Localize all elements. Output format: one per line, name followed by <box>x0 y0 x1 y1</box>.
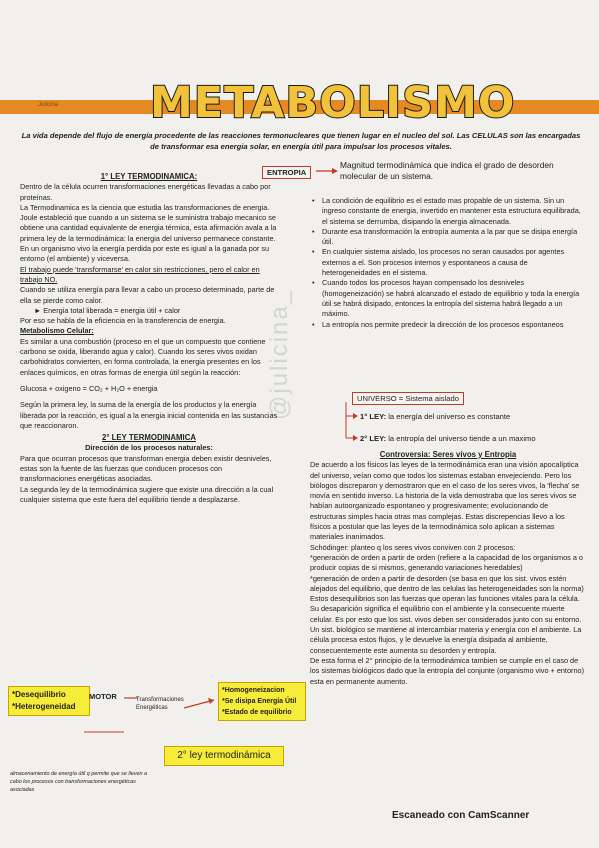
ley2-row <box>360 434 536 443</box>
controversia-section <box>310 450 586 687</box>
page-title: METABOLISMO <box>150 78 516 128</box>
ley2-title: 2° LEY TERMODINAMICA <box>102 433 196 443</box>
final-p1: Estos desequilibrios son las fuerzas que operan las funciones vitales para la célula. Su desaparición significa el equilibrio con el ambiente y la consecuente muerte celular. Es por esto que los sist. vivos deben ser considerados junto con su entorno. Un sist. biológico se mantiene al intercambiar materia y energía con el ambiente. La célula procesa estos flujos, y le devuelve la energía disipada al ambiente, consecuentemente este aumenta su desorden y entropía. <box>310 594 582 655</box>
controversia-title: Controversia: Seres vivos y Entropia <box>379 450 517 459</box>
universo-arrows <box>340 402 360 444</box>
band-tag: Julicina <box>38 102 59 108</box>
ley1-row <box>360 412 510 421</box>
left-p1: Dentro de la célula ocurren transformaciones energéticas llevadas a cabo por proteínas. <box>20 182 271 202</box>
left-p2: La Termodinamica es la ciencia que estudia las transformaciones de energia. <box>20 202 270 212</box>
motor-label: MOTOR <box>89 692 117 701</box>
left-p11: La segunda ley de la termodinámica sugiere que existe una dirección a la cual cualquier sistema que este fuera del equilibrio tiende a desplazarse. <box>20 484 274 504</box>
left-p6: ► Energia total liberada = energia útil + calor <box>34 305 181 315</box>
bullet-4: • Cuando todos los procesos hayan compensado los desniveles (homogeneización) se habrá alcanzado el estado de equilibrio y toda la energía útil se habrá disipado, entonces la entropía del sistema habrá llegado a un máximo. <box>310 278 586 319</box>
ley1-text: la energía del universo es constante <box>388 412 511 421</box>
homogeneizacion-box <box>218 682 306 721</box>
diagram-note: almacenamiento de energía útil q permite que se lleven a cabo los procesos con transformaciones energéticas asociadas <box>10 771 147 793</box>
left-p3: Joule estableció que cuando a un sistema se le suministra trabajo mecanico se obtiene una cantidad equivalente de energia térmica, esta afirmación avala a la primera ley de la termodinámica: la energia del universo permanece constante. <box>20 213 277 243</box>
left-p10: Para que ocurran procesos que transforman energia deben existir desniveles, estas son la fuente de las fuerzas que conducen procesos con transformaciones energéticas asociadas. <box>20 453 272 484</box>
schodinger-text: Schödinger: planteo q los seres vivos conviven con 2 procesos: <box>310 542 516 552</box>
desequilibrio-label: *Desequilibrio <box>12 690 66 699</box>
ley1-title: 1° LEY TERMODINAMICA: <box>100 172 198 181</box>
bullet-3: • En cualquier sistema aislado, los procesos no seran causados por agentes externos a el. Son procesos internos y espontaneos a causa de heterogeneidades en el sistema. <box>310 247 586 278</box>
left-column <box>20 172 278 505</box>
intro-text: La vida depende del flujo de energía procedente de las reacciones termonucleares que tienen lugar en el nucleo del sol. Las CELULAS son las encargadas de transformar esa energia solar, en energía útil para impulsar los procesos vitales. <box>21 131 581 151</box>
bullet-1: • La condición de equilibrio es el estado mas propable de un sistema. Sin un ingreso constante de energia, invertido en mantener esta estructura equilibrada, el sistema se derrumba, disipando la energia almacenada. <box>310 196 586 227</box>
transformaciones-label: Transformaciones Energéticas <box>136 697 184 711</box>
footer-camscanner: Escaneado con CamScanner <box>392 810 530 821</box>
left-p8: Es similar a una combustión (proceso en el que un compuesto que contiene carbono se oxida, liberando agua y calor). Cuando los seres vivos oxidan carbohidratos convierten, en forma controlada, la energia presentes en los enlaces químicos, en otras formas de energia útil según la reacción: <box>20 336 266 377</box>
ley2-label: 2° LEY: <box>360 434 387 443</box>
universo-box: UNIVERSO = Sistema aislado <box>352 392 464 405</box>
final-p2: De esta forma el 2° principio de la termodinámica tambien se cumple en el caso de los sistemas biológicos dado que la entropía del conjunte (organismo vivo + entorno) esta en permanente aumento. <box>310 655 584 686</box>
entropia-label: ENTROPIA <box>262 166 311 179</box>
disipa-label: *Se disipa Energía Útil <box>222 698 297 705</box>
equilibrio-label: *Estado de equilibrio <box>222 709 292 716</box>
controversia-text: De acuerdo a los físicos las leyes de la termodinámica eran una visión apocalíptica del universo, veían como que todos los sistemas estaban envejeciendo. Pero los biólogos discreparon y demostraron que en el caso de los seres vivos, la 'flecha' se movía en sentido inverso. La historia de la vida demostraba que los seres vivos se habían autoorganizado espontaneo y progresivamente; evolucionando de estructuras simples hacia otras mas complejas. Estas discrepencias llevo a los físicos a postular que las leyes de la termodinámica solo aplican a sistemas materiales inanimados. <box>310 460 580 542</box>
homogeneizacion-label: *Homogeneizacion <box>222 687 285 694</box>
left-p7: Por eso se habla de la eficiencia en la transferencia de energia. <box>20 316 226 326</box>
left-p9: Según la primera ley, la suma de la energía de los productos y la energía liberada por la reacción, es igual a la energia inicial contenida en las sustancias que reaccionaron. <box>20 400 278 430</box>
left-p4: En un organismo vivo la energía perdida por este es igual a la ganada por su entorno (el ambiente) y viceversa. <box>20 244 270 264</box>
heterogeneidad-label: *Heterogeneidad <box>12 702 76 711</box>
ley1-label: 1° LEY: <box>360 412 387 421</box>
generacion-2: *generación de orden a partir de desorden (se basa en que los sist. vivos estén alejados del equilibrio, que dentro de las celulas las heterogeneidades son la norma) <box>310 573 584 593</box>
bullet-2: • Durante esa transformación la entropía aumenta a la par que se disipa energía útil. <box>310 227 586 248</box>
entropia-arrow <box>316 164 340 178</box>
desequilibrio-box <box>8 686 90 716</box>
left-p5a: El trabajo puede 'transformarse' en calor sin restricciones, pero el calor en trabajo NO. <box>20 264 260 284</box>
ley2-sub: Dirección de los procesos naturales: <box>85 443 213 453</box>
generacion-1: *generación de orden a partir de orden (refiere a la capacidad de los organismos a o producir copias de si mismos, generando variaciones heredables) <box>310 552 583 573</box>
ley2-text: la entropía del universo tiende a un maximo <box>388 434 536 443</box>
metab-title: Metabolismo Celular: <box>20 326 94 336</box>
equation: Glucosa + oxigeno = CO₂ + H₂O + energia <box>20 383 158 393</box>
right-column <box>310 196 586 330</box>
watermark: @julicina_ <box>266 288 293 420</box>
bullet-5: • La entropía nos permite predecir la dirección de los procesos espontaneos <box>310 320 586 330</box>
left-p5b: Cuando se utiliza energía para llevar a cabo un proceso determinado, parte de ella se pierde como calor. <box>20 285 275 305</box>
entropia-def: Magnitud termodinámica que indica el grado de desorden molecular de un sistema. <box>340 160 554 181</box>
ley2-box: 2° ley termodinámica <box>164 746 284 766</box>
